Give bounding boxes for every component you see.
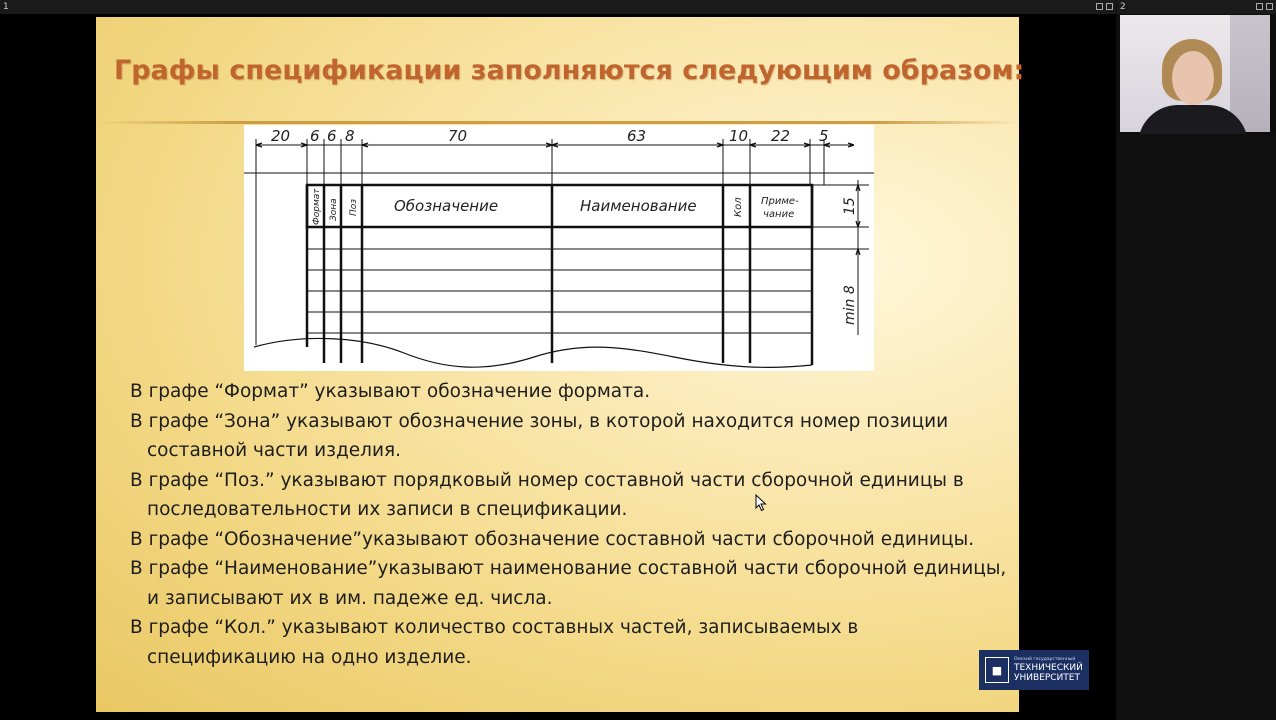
panel-number: 1 — [3, 2, 9, 12]
restore-icon[interactable] — [1256, 3, 1263, 10]
desc-qty: В графе “Кол.” указывают количество составных частей, записываемых в спецификацию на одно изделие. — [130, 617, 859, 668]
slide-title: Графы спецификации заполняются следующим образом: — [114, 55, 1025, 86]
dim-6a: 6 — [310, 127, 320, 145]
mouse-cursor-icon — [755, 494, 767, 512]
header-qty: Кол — [733, 197, 744, 217]
header-format: Формат — [312, 188, 322, 225]
panel-number-2: 2 — [1120, 2, 1126, 12]
desc-format: В графе “Формат” указывают обозначение формата. — [130, 381, 651, 402]
desc-designation: В графе “Обозначение”указывают обозначение составной части сборочной единицы. — [130, 528, 975, 550]
maximize-icon[interactable] — [1106, 3, 1113, 10]
webcam-video — [1120, 15, 1270, 132]
dim-15: 15 — [842, 197, 858, 215]
presentation-panel-topbar — [0, 0, 1116, 14]
header-designation: Обозначение — [394, 197, 499, 215]
header-note-1: Приме- — [761, 196, 799, 207]
header-pos: Поз — [349, 198, 359, 216]
maximize-icon[interactable] — [1266, 3, 1273, 10]
dim-20: 20 — [271, 127, 291, 145]
specification-form-svg — [244, 125, 874, 371]
header-zone: Зона — [329, 198, 339, 221]
desc-zone: В графе “Зона” указывают обозначение зоны, в которой находится номер позиции составной части изделия. — [130, 410, 949, 461]
background-shelf — [1230, 15, 1270, 132]
university-emblem-icon: ■ — [985, 657, 1009, 683]
dim-10: 10 — [729, 127, 749, 145]
column-descriptions — [130, 377, 1010, 672]
webcam-panel-background — [1117, 134, 1276, 720]
desc-pos: В графе “Поз.” указывают порядковый номер составной части сборочной единицы в последовательности их записи в спецификации. — [130, 469, 964, 520]
webcam-panel-topbar — [1117, 0, 1276, 14]
logo-line-2: УНИВЕРСИТЕТ — [1014, 673, 1080, 683]
slide — [96, 17, 1083, 712]
dim-63: 63 — [627, 127, 647, 145]
dim-70: 70 — [448, 127, 468, 145]
logo-small-text: Омский государственный — [1014, 657, 1076, 662]
dim-6b: 6 — [327, 127, 337, 145]
dim-min8: min 8 — [842, 285, 858, 325]
header-note-2: чание — [763, 209, 795, 220]
specification-drawing — [244, 125, 874, 371]
header-name: Наименование — [580, 197, 697, 215]
university-logo — [979, 650, 1089, 690]
dim-8: 8 — [345, 127, 355, 145]
restore-icon[interactable] — [1096, 3, 1103, 10]
presenter-face — [1172, 51, 1214, 105]
dim-5: 5 — [819, 127, 829, 145]
title-divider — [96, 121, 1019, 124]
dim-22: 22 — [771, 127, 791, 145]
desc-name: В графе “Наименование”указывают наименование составной части сборочной единицы, и записывают их в им. падеже ед. числа. — [130, 558, 1007, 609]
logo-line-1: ТЕХНИЧЕСКИЙ — [1014, 663, 1083, 673]
